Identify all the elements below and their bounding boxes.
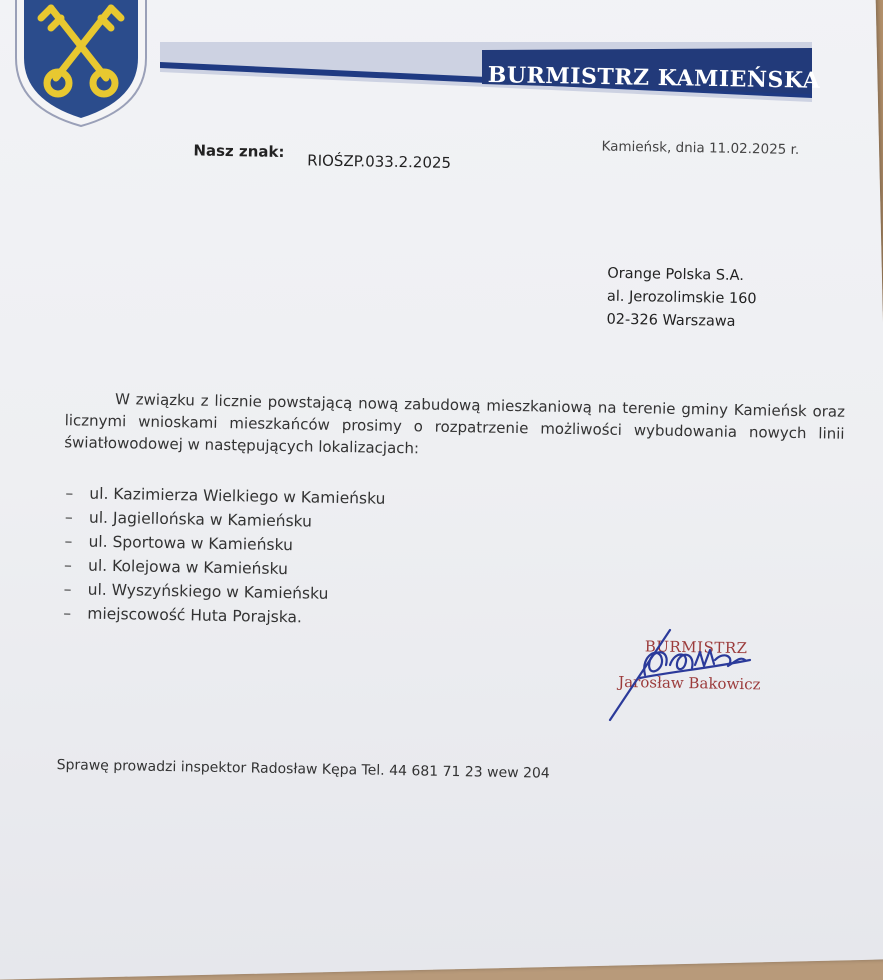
list-item: – ul. Wyszyńskiego w Kamieńsku <box>64 577 384 607</box>
location-list <box>63 481 386 631</box>
body-paragraph: W związku z licznie powstającą nową zabudową mieszkaniową na terenie gminy Kamieńsk oraz licznymi wnioskami mieszkańców prosimy o rozpatrzenie możliwości wybudowania nowych linii światłowodowej w następujących lokalizacjach: <box>64 390 846 458</box>
list-item: – ul. Kolejowa w Kamieńsku <box>64 553 384 583</box>
list-marker: – <box>63 580 72 599</box>
date-line: Kamieńsk, dnia 11.02.2025 r. <box>601 138 800 158</box>
list-marker: – <box>64 508 73 527</box>
list-marker: – <box>63 604 72 623</box>
addressee-city: 02-326 Warszawa <box>606 311 736 330</box>
list-marker: – <box>64 532 73 551</box>
signature-stamp-title: BURMISTRZ <box>644 637 748 658</box>
reference-label: Nasz znak: <box>193 141 285 161</box>
contact-footer: Sprawę prowadzi inspektor Radosław Kępa Tel. 44 681 71 23 wew 204 <box>56 757 550 782</box>
list-marker: – <box>65 484 74 503</box>
list-marker: – <box>63 556 73 575</box>
signature-stamp-name: Jarosław Bakowicz <box>618 672 761 694</box>
handwritten-signature <box>600 620 770 730</box>
letterhead-title: BURMISTRZ KAMIEŃSKA <box>487 62 821 94</box>
addressee-block <box>606 263 757 335</box>
addressee-street: al. Jerozolimskie 160 <box>606 288 757 308</box>
list-item: – miejscowość Huta Porajska. <box>63 601 383 631</box>
list-item: – ul. Kazimierza Wielkiego w Kamieńsku <box>65 481 385 511</box>
reference-number: RIOŚZP.033.2.2025 <box>307 151 452 172</box>
list-item: – ul. Sportowa w Kamieńsku <box>64 529 384 559</box>
list-item: – ul. Jagiellońska w Kamieńsku <box>65 505 385 535</box>
addressee-company: Orange Polska S.A. <box>607 265 745 285</box>
letter-body <box>64 387 845 467</box>
